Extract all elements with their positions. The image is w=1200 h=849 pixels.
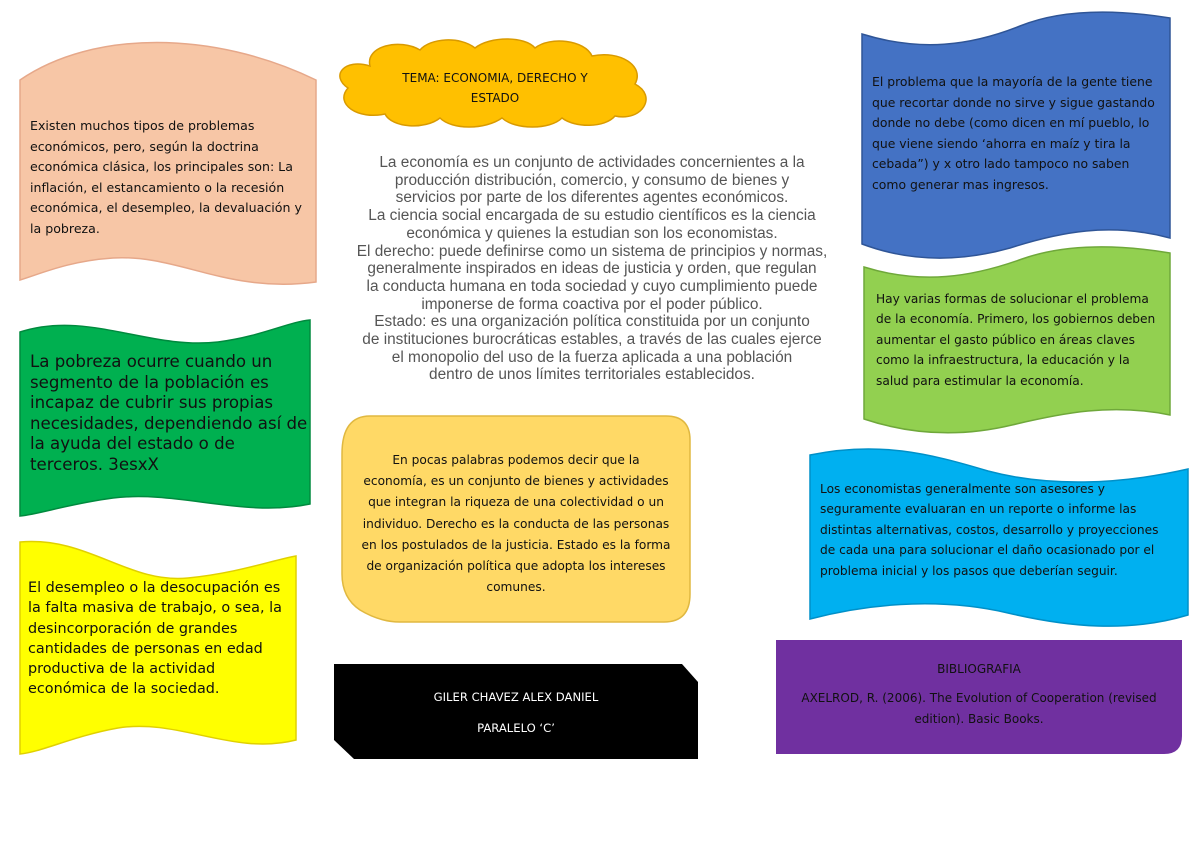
text-line: Estado: es una organización política constituida por un conjunto: [374, 313, 810, 331]
unemployment-card: [18, 540, 298, 755]
snip-corner-shape: [334, 664, 698, 759]
unemployment-text: El desempleo o la desocupación es la falta masiva de trabajo, o sea, la desincorporación de grandes cantidades de personas en edad productiva de la actividad económica de la sociedad.: [28, 580, 282, 698]
economic-problems-text: Existen muchos tipos de problemas económicos, pero, según la doctrina económica clásica, los principales son: La inflación, el estancamiento o la recesión económica, el desempleo, la devaluación y la pobreza.: [30, 118, 302, 236]
economists-text: Los economistas generalmente son asesores y seguramente evaluaran en un reporte o informe las distintas alternativas, costos, desarrollo y proyecciones de cada una para solucionar el daño ocasionado por el problema inicial y los pasos que deberían seguir.: [820, 482, 1159, 578]
bibliography-reference: AXELROD, R. (2006). The Evolution of Cooperation (revised edition). Basic Books.: [801, 691, 1157, 726]
poverty-card: [18, 318, 312, 518]
text-line: servicios por parte de los diferentes agentes económicos.: [395, 189, 789, 207]
poverty-text: La pobreza ocurre cuando un segmento de la población es incapaz de cubrir sus propias necesidades, dependiendo así de la ayuda del estado o de terceros. 3esxX: [30, 352, 308, 474]
author-card: [334, 664, 698, 759]
author-section: PARALELO ‘C’: [477, 721, 555, 735]
solutions-card: [862, 247, 1172, 435]
author-name: GILER CHAVEZ ALEX DANIEL: [433, 690, 599, 704]
text-line: dentro de unos límites territoriales establecidos.: [429, 366, 755, 384]
summary-text: En pocas palabras podemos decir que la economía, es un conjunto de bienes y actividades que integran la riqueza de una colectividad o un individuo. Derecho es la conducta de las personas en los postulados de la justicia. Estado es la forma de organización política que adopta los intereses comunes.: [361, 453, 671, 595]
majority-problem-card: [860, 12, 1172, 262]
economists-card: [808, 445, 1190, 630]
main-concepts-text: [314, 154, 870, 384]
text-line: la conducta humana en toda sociedad y cuyo cumplimiento puede: [366, 277, 818, 295]
text-line: La economía es un conjunto de actividades concernientes a la: [379, 154, 805, 171]
bibliography-title: BIBLIOGRAFIA: [937, 662, 1021, 676]
text-line: de instituciones burocráticas estables, a través de las cuales ejerce: [362, 331, 822, 349]
text-line: La ciencia social encargada de su estudio científicos es la ciencia: [368, 207, 816, 225]
text-line: El derecho: puede definirse como un sistema de principios y normas,: [356, 242, 828, 260]
majority-problem-text: El problema que la mayoría de la gente tiene que recortar donde no sirve y sigue gastando donde no debe (como dicen en mí pueblo, lo que viene siendo ‘ahorra en maíz y tira la cebada”) y x otro lado tampoco no saben como generar mas ingresos.: [872, 74, 1155, 192]
topic-title: TEMA: ECONOMIA, DERECHO Y ESTADO: [402, 71, 588, 105]
bibliography-card: [776, 640, 1182, 754]
text-line: producción distribución, comercio, y consumo de bienes y: [394, 171, 790, 189]
solutions-text: Hay varias formas de solucionar el problema de la economía. Primero, los gobiernos deben aumentar el gasto público en áreas claves como la infraestructura, la educación y la salud para estimular la economía.: [876, 292, 1156, 388]
text-line: generalmente inspirados en ideas de justicia y orden, que regulan: [367, 260, 817, 278]
economic-problems-card: [18, 42, 318, 290]
text-line: el monopolio del uso de la fuerza aplicada a una población: [391, 348, 793, 366]
text-line: imponerse de forma coactiva por el poder público.: [421, 295, 763, 313]
summary-card: [340, 414, 692, 624]
topic-cloud: [330, 36, 660, 126]
text-line: económica y quienes la estudian son los economistas.: [406, 224, 778, 242]
